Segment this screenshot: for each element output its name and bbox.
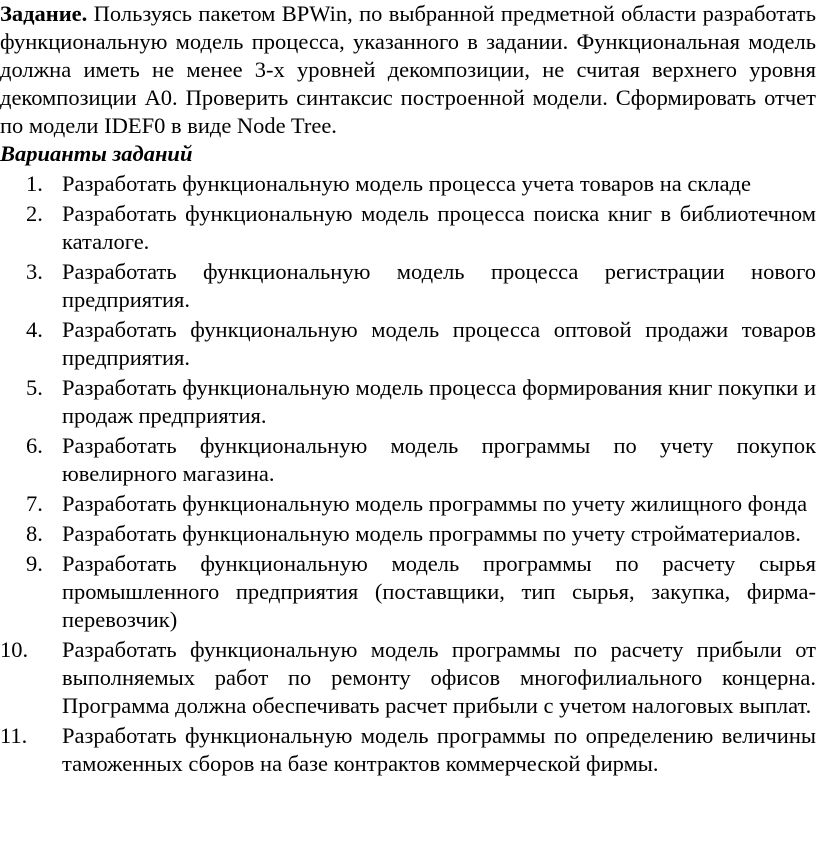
variant-number: 7. xyxy=(26,491,43,516)
variant-number: 8. xyxy=(26,521,43,546)
variant-text: Разработать функциональную модель программы по учету жилищного фонда xyxy=(62,491,808,516)
variant-item-5 xyxy=(0,374,816,430)
variant-number: 10. xyxy=(0,637,29,662)
variant-text: Разработать функциональную модель программы по учету стройматериалов. xyxy=(62,521,801,546)
variant-number: 6. xyxy=(26,433,43,458)
variant-item-9 xyxy=(0,550,816,634)
variant-item-1 xyxy=(0,170,816,198)
variant-number: 3. xyxy=(26,259,43,284)
variant-number: 9. xyxy=(26,551,43,576)
variant-item-7 xyxy=(0,490,816,518)
variant-text: Разработать функциональную модель программы по определению величины таможенных сборов на базе контрактов коммерческой фирмы. xyxy=(62,723,816,776)
variant-item-8 xyxy=(0,520,816,548)
variant-item-10 xyxy=(0,636,816,720)
task-lead: Задание. xyxy=(0,1,88,26)
variant-item-2 xyxy=(0,200,816,256)
variant-number: 1. xyxy=(26,171,43,196)
task-paragraph xyxy=(0,0,816,140)
variant-number: 4. xyxy=(26,317,43,342)
variant-item-11 xyxy=(0,722,816,778)
variant-text: Разработать функциональную модель программы по расчету прибыли от выполняемых работ по ремонту офисов многофилиального концерна. Программа должна обеспечивать расчет прибыли с учетом налоговых выплат. xyxy=(62,637,816,718)
variant-text: Разработать функциональную модель процесса формирования книг покупки и продаж предприятия. xyxy=(62,375,816,428)
variant-text: Разработать функциональную модель процесса поиска книг в библиотечном каталоге. xyxy=(62,201,816,254)
variant-number: 11. xyxy=(0,723,28,748)
variant-text: Разработать функциональную модель процесса учета товаров на складе xyxy=(62,171,751,196)
variant-text: Разработать функциональную модель процесса регистрации нового предприятия. xyxy=(62,259,816,312)
variants-list xyxy=(0,170,816,778)
variant-item-6 xyxy=(0,432,816,488)
variant-item-4 xyxy=(0,316,816,372)
variant-number: 5. xyxy=(26,375,43,400)
variant-item-3 xyxy=(0,258,816,314)
variant-text: Разработать функциональную модель процесса оптовой продажи товаров предприятия. xyxy=(62,317,816,370)
variant-number: 2. xyxy=(26,201,43,226)
variant-text: Разработать функциональную модель программы по учету покупок ювелирного магазина. xyxy=(62,433,816,486)
variants-heading: Варианты заданий xyxy=(0,141,193,166)
variant-text: Разработать функциональную модель программы по расчету сырья промышленного предприятия (поставщики, тип сырья, закупка, фирма-перевозчик) xyxy=(62,551,816,632)
task-text: Пользуясь пакетом BPWin, по выбранной предметной области разработать функциональную модель процесса, указанного в задании. Функциональная модель должна иметь не менее 3-х уровней декомпозиции, не считая верхнего уровня декомпозиции A0. Проверить синтаксис построенной модели. Сформировать отчет по модели IDEF0 в виде Node Tree. xyxy=(0,1,816,138)
